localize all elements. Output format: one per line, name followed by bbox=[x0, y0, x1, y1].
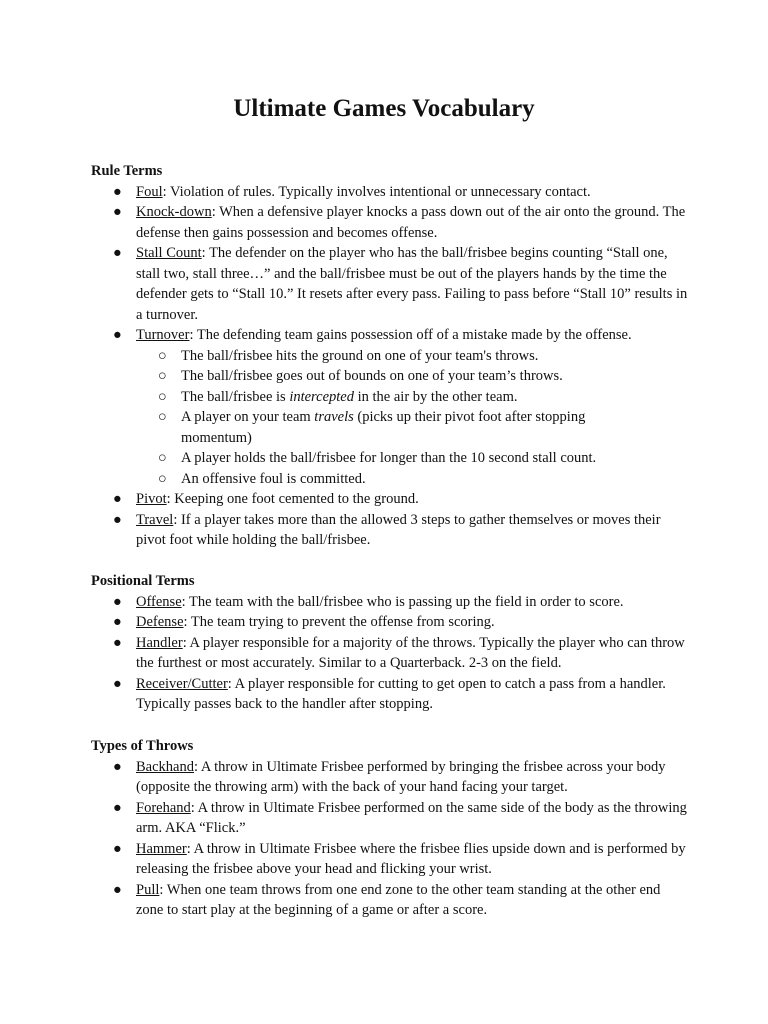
list-item-defense bbox=[91, 612, 689, 633]
term-foul: Foul bbox=[136, 183, 163, 200]
section-types-of-throws bbox=[91, 736, 691, 921]
definition-pivot: : Keeping one foot cemented to the ground. bbox=[166, 491, 419, 507]
term-receiver-cutter: Receiver/Cutter bbox=[136, 675, 228, 692]
sub-list-item bbox=[136, 346, 631, 367]
bullet-icon: ● bbox=[113, 881, 122, 898]
bullet-icon: ● bbox=[113, 204, 122, 220]
sub-item-text: A player on your team bbox=[181, 409, 315, 425]
list-item-travel bbox=[91, 510, 689, 551]
rule-terms-list bbox=[91, 182, 691, 551]
bullet-icon: ● bbox=[113, 245, 122, 261]
list-item-pivot bbox=[91, 489, 689, 510]
sub-item-text: A player holds the ball/frisbee for longer than the 10 second stall count. bbox=[181, 450, 597, 466]
list-item-offense bbox=[91, 592, 689, 613]
bullet-icon: ● bbox=[113, 327, 122, 343]
term-backhand: Backhand bbox=[136, 758, 194, 775]
sub-list-item bbox=[136, 387, 631, 408]
bullet-icon: ● bbox=[113, 183, 122, 200]
list-item-receiver-cutter bbox=[91, 674, 689, 715]
definition-forehand: : A throw in Ultimate Frisbee performed on the same side of the body as the throwing arm. AKA “Flick.” bbox=[136, 799, 687, 836]
types-of-throws-list bbox=[91, 757, 691, 921]
list-item-foul bbox=[91, 182, 689, 203]
sub-list-item bbox=[136, 407, 631, 448]
sub-item-text: The ball/frisbee is bbox=[181, 388, 290, 405]
term-travel: Travel bbox=[136, 511, 174, 528]
term-knock-down: Knock-down bbox=[136, 204, 212, 220]
definition-offense: : The team with the ball/frisbee who is passing up the field in order to score. bbox=[181, 593, 624, 610]
bullet-icon: ● bbox=[113, 840, 122, 857]
bullet-icon: ● bbox=[113, 758, 122, 775]
list-item-hammer bbox=[91, 839, 689, 880]
sub-item-text: An offensive foul is committed. bbox=[181, 470, 366, 487]
list-item-handler bbox=[91, 633, 689, 674]
definition-pull: : When one team throws from one end zone to the other team standing at the other end zone to start play at the beginning of a game or after a score. bbox=[136, 881, 661, 918]
list-item-knock-down bbox=[91, 202, 689, 243]
circle-bullet-icon: ○ bbox=[158, 450, 167, 466]
page-title: Ultimate Games Vocabulary bbox=[233, 95, 535, 122]
term-pivot: Pivot bbox=[136, 491, 167, 507]
bullet-icon: ● bbox=[113, 634, 122, 651]
bullet-icon: ● bbox=[113, 511, 122, 528]
definition-knock-down: : When a defensive player knocks a pass down out of the air onto the ground. The defense then gains possession and becomes offense. bbox=[136, 204, 686, 241]
term-offense: Offense bbox=[136, 593, 182, 610]
bullet-icon: ● bbox=[113, 799, 122, 816]
sub-item-text: The ball/frisbee goes out of bounds on one of your team’s throws. bbox=[181, 368, 563, 384]
definition-foul: : Violation of rules. Typically involves intentional or unnecessary contact. bbox=[162, 183, 591, 200]
section-rule-terms bbox=[91, 161, 691, 551]
definition-turnover: : The defending team gains possession off of a mistake made by the offense. bbox=[189, 327, 632, 343]
term-hammer: Hammer bbox=[136, 840, 187, 857]
term-handler: Handler bbox=[136, 634, 183, 651]
bullet-icon: ● bbox=[113, 675, 122, 692]
circle-bullet-icon: ○ bbox=[158, 409, 167, 425]
term-stall-count: Stall Count bbox=[136, 245, 202, 261]
definition-hammer: : A throw in Ultimate Frisbee where the frisbee flies upside down and is performed by releasing the frisbee above your head and flicking your wrist. bbox=[136, 840, 686, 877]
list-item-forehand bbox=[91, 798, 689, 839]
sub-list-item bbox=[136, 366, 631, 387]
definition-receiver-cutter: : A player responsible for cutting to get open to catch a pass from a handler. Typically passes back to the handler after stopping. bbox=[136, 675, 666, 712]
definition-travel: : If a player takes more than the allowed 3 steps to gather themselves or moves their pivot foot while holding the ball/frisbee. bbox=[136, 511, 661, 548]
list-item-turnover bbox=[91, 325, 689, 489]
sub-list-item bbox=[136, 469, 631, 490]
sub-item-text: (picks up their pivot foot after stopping momentum) bbox=[181, 409, 586, 446]
circle-bullet-icon: ○ bbox=[158, 368, 167, 384]
term-turnover: Turnover bbox=[136, 327, 190, 343]
bullet-icon: ● bbox=[113, 491, 122, 507]
emphasis-travels: travels bbox=[314, 409, 354, 425]
section-heading-positional-terms: Positional Terms bbox=[91, 573, 195, 589]
section-heading-rule-terms: Rule Terms bbox=[91, 163, 163, 179]
list-item-stall-count bbox=[91, 243, 689, 325]
term-forehand: Forehand bbox=[136, 799, 191, 816]
sub-item-text: The ball/frisbee hits the ground on one of your team's throws. bbox=[181, 347, 539, 364]
list-item-pull bbox=[91, 880, 689, 921]
list-item-backhand bbox=[91, 757, 689, 798]
emphasis-intercepted: intercepted bbox=[289, 388, 354, 405]
circle-bullet-icon: ○ bbox=[158, 470, 167, 487]
term-defense: Defense bbox=[136, 614, 184, 630]
definition-backhand: : A throw in Ultimate Frisbee performed by bringing the frisbee across your body (opposite the throwing arm) with the back of your hand facing your target. bbox=[136, 758, 666, 795]
bullet-icon: ● bbox=[113, 614, 122, 630]
positional-terms-list bbox=[91, 592, 691, 715]
turnover-sublist bbox=[136, 346, 689, 490]
circle-bullet-icon: ○ bbox=[158, 388, 167, 405]
definition-stall-count: : The defender on the player who has the ball/frisbee begins counting “Stall one, stall two, stall three…” and the ball/frisbee must be out of the players hands by the time the defender gets to “Stall 10.” It resets after every pass. Failing to pass before “Stall 10” results in a turnover. bbox=[136, 245, 688, 323]
term-pull: Pull bbox=[136, 881, 160, 898]
section-positional-terms bbox=[91, 571, 691, 715]
section-heading-types-of-throws: Types of Throws bbox=[91, 738, 194, 754]
definition-handler: : A player responsible for a majority of the throws. Typically the player who can throw the furthest or most accurately. Similar to a Quarterback. 2-3 on the field. bbox=[136, 634, 685, 671]
sub-item-text: in the air by the other team. bbox=[354, 388, 518, 405]
bullet-icon: ● bbox=[113, 593, 122, 610]
sub-list-item bbox=[136, 448, 631, 469]
circle-bullet-icon: ○ bbox=[158, 347, 167, 364]
definition-defense: : The team trying to prevent the offense from scoring. bbox=[183, 614, 495, 630]
